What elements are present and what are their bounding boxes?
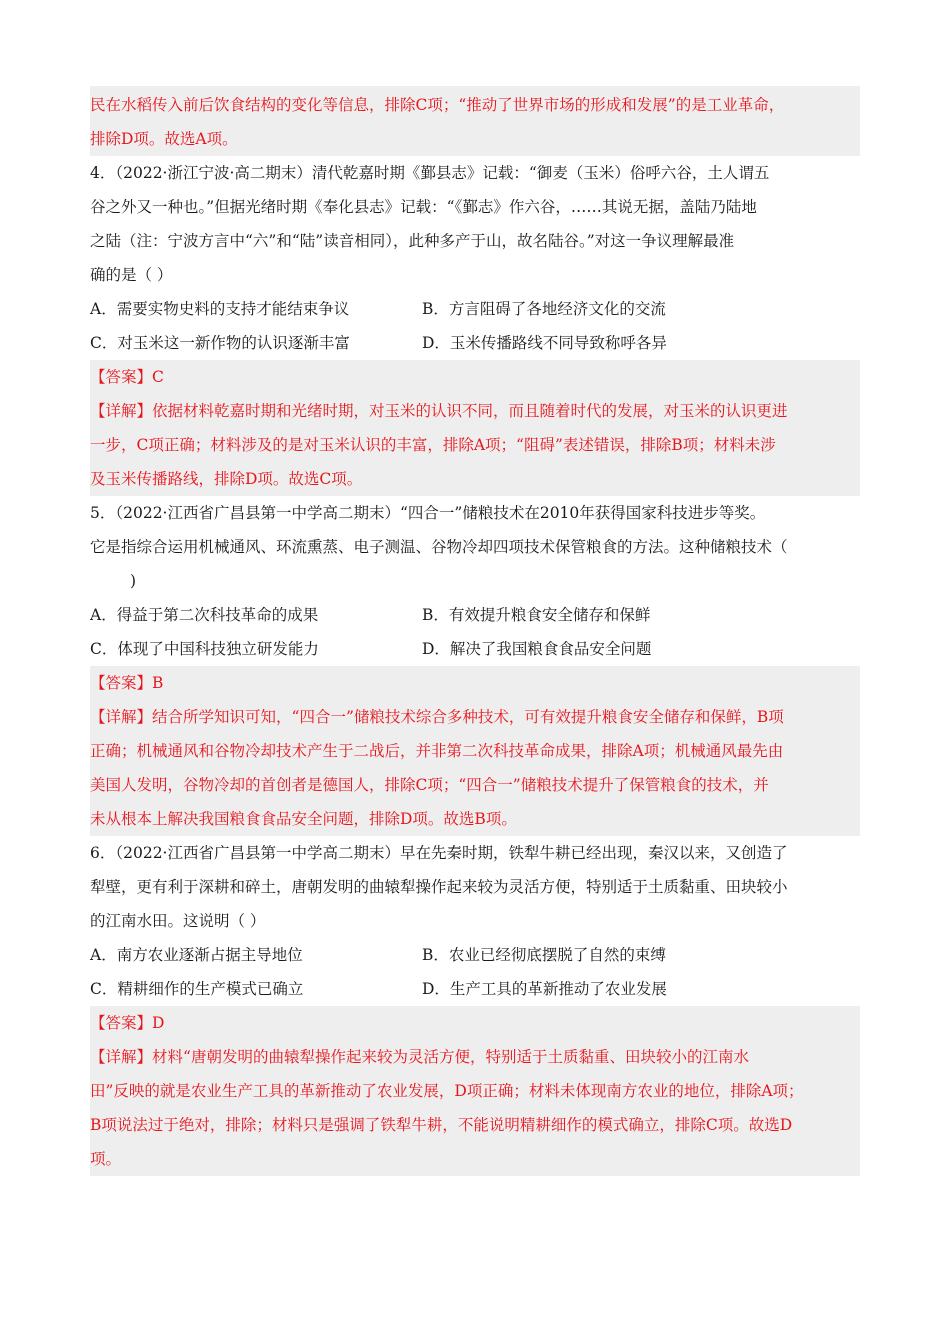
explanation-line: 田”反映的就是农业生产工具的革新推动了农业发展，D项正确；材料未体现南方农业的地位，排除A项； xyxy=(90,1082,804,1100)
explanation-tag: 【详解】 xyxy=(90,402,153,420)
explanation-line: 及玉米传播路线，排除D项。故选C项。 xyxy=(90,470,363,488)
explanation-tag: 【详解】 xyxy=(90,708,153,726)
option-b: B．方言阻碍了各地经济文化的交流 xyxy=(422,300,666,318)
question-stem-line: 的江南水田。这说明（ ） xyxy=(90,912,266,930)
prev-explanation xyxy=(90,86,860,156)
answer-value: D xyxy=(152,1014,165,1032)
option-c: C．体现了中国科技独立研发能力 xyxy=(90,640,319,658)
explanation-tag: 【详解】 xyxy=(90,1048,153,1066)
question-stem-line: 5．（2022·江西省广昌县第一中学高二期末）“四合一”储粮技术在2010年获得国家科技进步等奖。 xyxy=(90,504,766,522)
answer-value: C xyxy=(152,368,164,386)
option-a: A．南方农业逐渐占据主导地位 xyxy=(90,946,303,964)
option-a: A．得益于第二次科技革命的成果 xyxy=(90,606,319,624)
question-stem-line: 之陆（注：宁波方言中“六”和“陆”读音相同），此种多产于山，故名陆谷。”对这一争议理解最准 xyxy=(90,232,735,250)
options xyxy=(90,598,860,666)
option-b: B．有效提升粮食安全储存和保鲜 xyxy=(422,606,651,624)
options xyxy=(90,292,860,360)
answer-line xyxy=(90,666,860,700)
explanation-line: 【详解】依据材料乾嘉时期和光绪时期，对玉米的认识不同，而且随着时代的发展，对玉米的认识更进 xyxy=(90,402,788,420)
explanation-line: 未从根本上解决我国粮食食品安全问题，排除D项。故选B项。 xyxy=(90,810,517,828)
answer-block xyxy=(90,1006,860,1176)
answer-line xyxy=(90,360,860,394)
answer-tag: 【答案】 xyxy=(90,674,153,692)
answer-tag: 【答案】 xyxy=(90,368,153,386)
text-line: 民在水稻传入前后饮食结构的变化等信息，排除C项；“推动了世界市场的形成和发展”的是工业革命， xyxy=(90,96,785,114)
option-a: A．需要实物史料的支持才能结束争议 xyxy=(90,300,350,318)
explanation-line: 一步，C项正确；材料涉及的是对玉米认识的丰富，排除A项；“阻碍”表述错误，排除B项；材料未涉 xyxy=(90,436,776,454)
question-stem-line: 6．（2022·江西省广昌县第一中学高二期末）早在先秦时期，铁犁牛耕已经出现，秦汉以来，又创造了 xyxy=(90,844,788,862)
question-stem-line: 确的是（ ） xyxy=(90,266,173,284)
explanation-line: 美国人发明，谷物冷却的首创者是德国人，排除C项；“四合一”储粮技术提升了保管粮食的技术，并 xyxy=(90,776,769,794)
question-stem-line: 犁壁，更有利于深耕和碎土，唐朝发明的曲辕犁操作起来较为灵活方便，特别适于土质黏重、田块较小 xyxy=(90,878,788,896)
question-stem-line: 谷之外又一种也。”但据光绪时期《奉化县志》记载：“《鄞志》作六谷，……其说无据，盖陆乃陆地 xyxy=(90,198,757,216)
question-stem-line: 4．（2022·浙江宁波·高二期末）清代乾嘉时期《鄞县志》记载：“御麦（玉米）俗呼六谷，土人谓五 xyxy=(90,164,770,182)
option-c: C．对玉米这一新作物的认识逐渐丰富 xyxy=(90,334,350,352)
text-line: 排除D项。故选A项。 xyxy=(90,130,238,148)
option-d: D．玉米传播路线不同导致称呼各异 xyxy=(422,334,667,352)
option-c: C．精耕细作的生产模式已确立 xyxy=(90,980,304,998)
question-5 xyxy=(90,496,860,836)
explanation-line: 正确；机械通风和谷物冷却技术产生于二战后，并非第二次科技革命成果，排除A项；机械通风最先由 xyxy=(90,742,784,760)
explanation-line: B项说法过于绝对，排除；材料只是强调了铁犁牛耕，不能说明精耕细作的模式确立，排除C项。故选D xyxy=(90,1116,793,1134)
answer-block xyxy=(90,666,860,836)
explanation-line: 【详解】材料“唐朝发明的曲辕犁操作起来较为灵活方便，特别适于土质黏重、田块较小的江南水 xyxy=(90,1048,749,1066)
question-6 xyxy=(90,836,860,1176)
options xyxy=(90,938,860,1006)
option-b: B．农业已经彻底摆脱了自然的束缚 xyxy=(422,946,666,964)
question-stem-line: 它是指综合运用机械通风、环流熏蒸、电子测温、谷物冷却四项技术保管粮食的方法。这种储粮技术（ xyxy=(90,538,788,556)
option-d: D．生产工具的革新推动了农业发展 xyxy=(422,980,667,998)
answer-line xyxy=(90,1006,860,1040)
answer-value: B xyxy=(152,674,164,692)
question-4 xyxy=(90,156,860,496)
explanation-line: 项。 xyxy=(90,1150,122,1168)
explanation-line: 【详解】结合所学知识可知，“四合一”储粮技术综合多种技术，可有效提升粮食安全储存和保鲜，B项 xyxy=(90,708,784,726)
question-stem-line: ) xyxy=(130,572,137,590)
page-content xyxy=(90,86,860,1176)
answer-block xyxy=(90,360,860,496)
answer-tag: 【答案】 xyxy=(90,1014,153,1032)
option-d: D．解决了我国粮食食品安全问题 xyxy=(422,640,652,658)
